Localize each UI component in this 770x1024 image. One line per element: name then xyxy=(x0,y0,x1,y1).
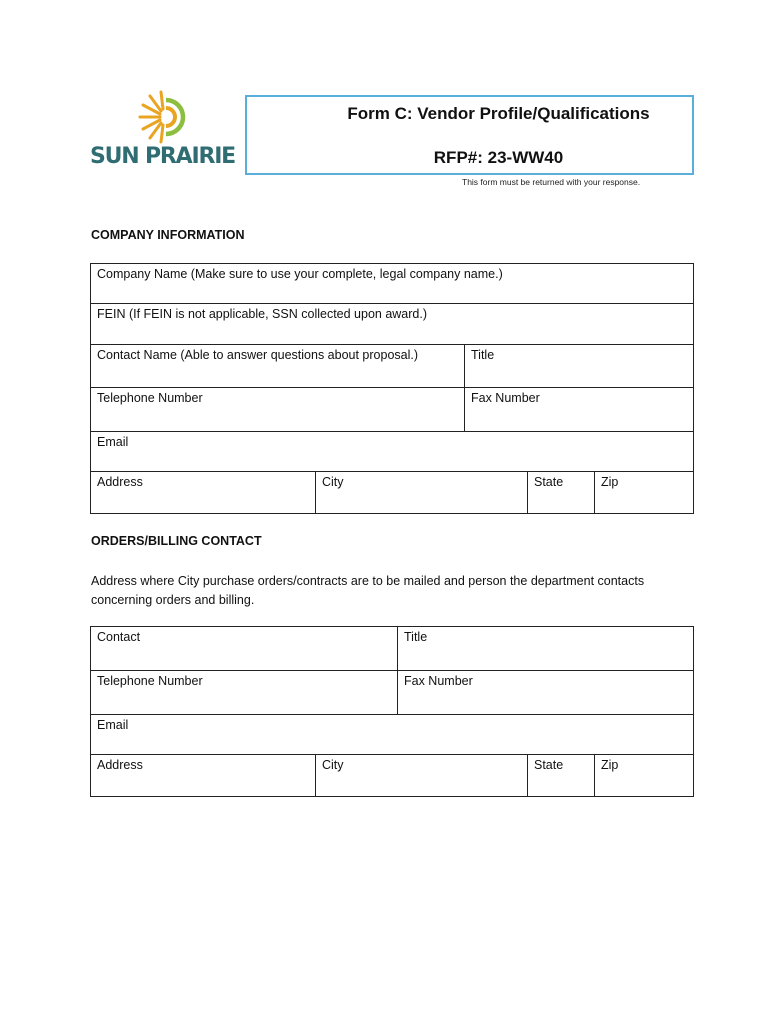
zip-field[interactable]: Zip xyxy=(601,475,619,489)
billing-zip-field[interactable]: Zip xyxy=(601,758,619,772)
telephone-field[interactable]: Telephone Number xyxy=(91,388,465,431)
form-title-box xyxy=(245,95,694,175)
billing-city-field[interactable]: City xyxy=(316,755,528,796)
billing-email-field[interactable]: Email xyxy=(97,718,129,732)
orders-billing-form xyxy=(90,626,694,797)
address-field[interactable]: Address xyxy=(91,472,316,513)
title-field[interactable]: Title xyxy=(471,348,495,362)
billing-address-field[interactable]: Address xyxy=(91,755,316,796)
return-note: This form must be returned with your response. xyxy=(462,177,641,187)
billing-telephone-field[interactable]: Telephone Number xyxy=(91,671,398,714)
contact-name-field[interactable]: Contact Name (Able to answer questions about proposal.) xyxy=(91,345,465,387)
logo-text: SUN PRAIRIE xyxy=(90,144,236,169)
sun-prairie-logo xyxy=(88,90,244,180)
city-field[interactable]: City xyxy=(316,472,528,513)
fein-field[interactable]: FEIN (If FEIN is not applicable, SSN collected upon award.) xyxy=(97,307,428,321)
state-field[interactable]: State xyxy=(528,472,595,513)
billing-title-field[interactable]: Title xyxy=(404,630,428,644)
email-field[interactable]: Email xyxy=(97,435,129,449)
company-information-heading: COMPANY INFORMATION xyxy=(91,228,245,242)
billing-fax-field[interactable]: Fax Number xyxy=(404,674,473,688)
company-name-field[interactable]: Company Name (Make sure to use your complete, legal company name.) xyxy=(97,267,503,281)
orders-billing-description: Address where City purchase orders/contracts are to be mailed and person the department contacts concerning orders and billing. xyxy=(91,574,645,607)
company-information-form xyxy=(90,263,694,514)
billing-state-field[interactable]: State xyxy=(528,755,595,796)
rfp-number: RFP#: 23-WW40 xyxy=(433,148,564,167)
fax-field[interactable]: Fax Number xyxy=(471,391,540,405)
billing-contact-field[interactable]: Contact xyxy=(91,627,398,670)
form-title: Form C: Vendor Profile/Qualifications xyxy=(347,104,650,123)
orders-billing-heading: ORDERS/BILLING CONTACT xyxy=(91,534,262,548)
sun-icon xyxy=(136,90,192,146)
